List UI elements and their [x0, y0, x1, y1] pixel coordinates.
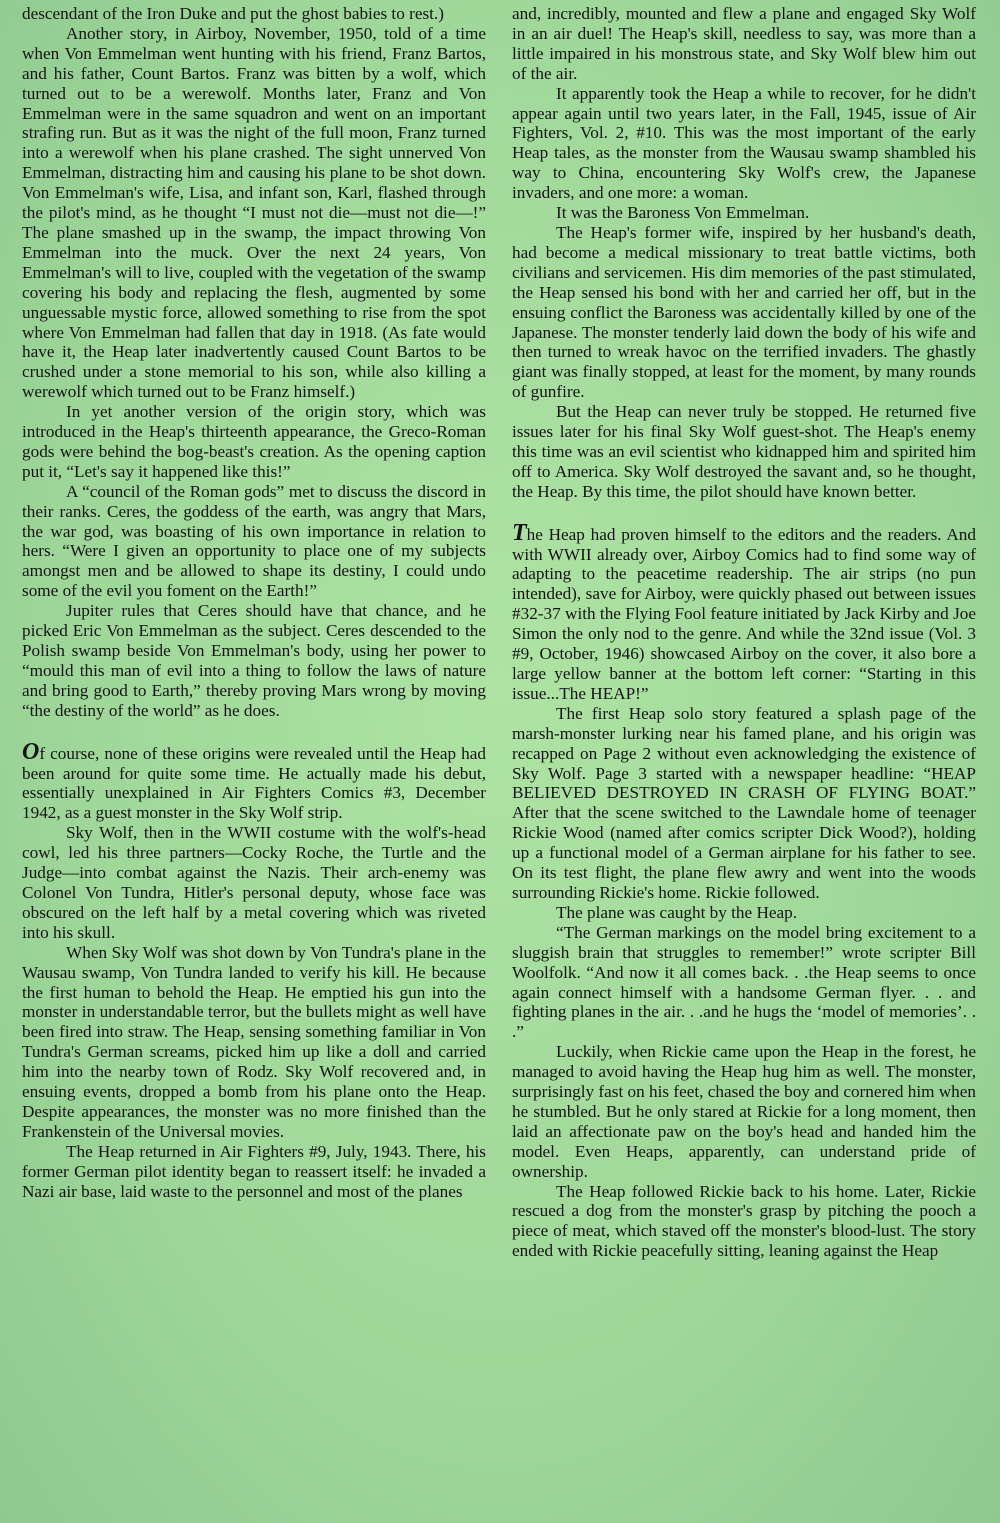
paragraph: When Sky Wolf was shot down by Von Tundra's plane in the Wausau swamp, Von Tundra landed to verify his kill. He because the first human to behold the Heap. He emptied his gun into the monster in understandable terror, but the bullets might as well have been fired into straw. The Heap, sensing something familiar in Von Tundra's German screams, picked him up like a doll and carried him into the nearby town of Rodz. Sky Wolf recovered and, in ensuing events, dropped a bomb from his plane onto the Heap. Despite appearances, the monster was no more finished than the Frankenstein of the Universal movies. — [22, 942, 486, 1141]
paragraph: It apparently took the Heap a while to recover, for he didn't appear again until two years later, in the Fall, 1945, issue of Air Fighters, Vol. 2, #10. This was the most important of the early Heap tales, as the monster from the Wausau swamp shambled his way to China, encountering Sky Wolf's crew, the Japanese invaders, and one more: a woman. — [512, 83, 976, 203]
paragraph: The plane was caught by the Heap. — [556, 902, 798, 922]
paragraph: A “council of the Roman gods” met to discuss the discord in their ranks. Ceres, the goddess of the earth, was angry that Mars, the war god, was boasting of his own importance in relation to hers. “Were I given an opportunity to place one of my subjects amongst men and be allowed to shape its destiny, I could undo some of the evil you foment on the Earth!” — [22, 481, 486, 601]
right-text-column — [512, 4, 976, 1261]
paragraph: Another story, in Airboy, November, 1950, told of a time when Von Emmelman went hunting with his friend, Franz Bartos, and his father, Count Bartos. Franz was bitten by a wolf, which turned out to be a werewolf. Months later, Franz and Von Emmelman were in the same squadron and went on an important strafing run. But as it was the night of the full moon, Franz turned into a werewolf when his plane crashed. The sight unnerved Von Emmelman, distracting him and causing his plane to be shot down. Von Emmelman's wife, Lisa, and infant son, Karl, flashed through the pilot's mind, as he thought “I must not die—must not die—!” The plane smashed up in the swamp, the impact throwing Von Emmelman into the muck. Over the next 24 years, Von Emmelman's will to live, coupled with the vegetation of the swamp covering his body and replacing the flesh, augmented by some unguessable mystic force, allowed something to rise from the spot where Von Emmelman had fallen that day in 1918. (As fate would have it, the Heap later inadvertently caused Count Bartos to be crushed under a stone memorial to his son, while also killing a werewolf which turned out to be Franz himself.) — [22, 23, 486, 402]
paragraph: In yet another version of the origin story, which was introduced in the Heap's thirteenth appearance, the Greco-Roman gods were behind the bog-beast's creation. As the opening caption put it, “Let's say it happened like this!” — [22, 402, 486, 481]
paragraph: The Heap followed Rickie back to his home. Later, Rickie rescued a dog from the monster's grasp by pitching the pooch a piece of meat, which staved off the monster's blood-lust. The story ended with Rickie peacefully sitting, leaning against the Heap — [512, 1181, 976, 1261]
section-opening-paragraph: The Heap had proven himself to the editors and the readers. And with WWII already over, Airboy Comics had to find some way of adapting to the peacetime readership. The air strips (no pun intended), save for Airboy, were quickly phased out between issues #32-37 with the Flying Fool feature initiated by Jack Kirby and Joe Simon the only nod to the genre. And while the 32nd issue (Vol. 3 #9, October, 1946) showcased Airboy on the cover, it also bore a large yellow banner at the bottom left corner: “Starting in this issue...The HEAP!” — [512, 519, 976, 703]
paragraph: Sky Wolf, then in the WWII costume with the wolf's-head cowl, led his three partners—Cocky Roche, the Turtle and the Judge—into combat against the Nazis. Their arch-enemy was Colonel Von Tundra, Hitler's personal deputy, whose face was obscured on the left half by a metal covering which was riveted into his skull. — [22, 823, 486, 942]
paragraph: descendant of the Iron Duke and put the ghost babies to rest.) — [22, 4, 444, 23]
paragraph: Jupiter rules that Ceres should have that chance, and he picked Eric Von Emmelman as the subject. Ceres descended to the Polish swamp beside Von Emmelman's body, using her power to “mould this man of evil into a thing to follow the laws of nature and bring good to Earth,” thereby proving Mars wrong by moving “the destiny of the world” as he does. — [22, 601, 486, 720]
paragraph: The first Heap solo story featured a splash page of the marsh-monster lurking near his famed plane, and his origin was recapped on Page 2 without even acknowledging the existence of Sky Wolf. Page 3 started with a newspaper headline: “HEAP BELIEVED DESTROYED IN CRASH OF FLYING BOAT.” After that the scene switched to the Lawndale home of teenager Rickie Wood (named after comics scripter Dick Wood?), holding up a functional model of a German airplane for his father to see. On its test flight, the plane flew awry and went into the woods surrounding Rickie's home. Rickie followed. — [512, 703, 976, 902]
paragraph: But the Heap can never truly be stopped. He returned five issues later for his final Sky Wolf guest-shot. The Heap's enemy this time was an evil scientist who kidnapped him and spirited him off to America. Sky Wolf destroyed the savant and, so he thought, the Heap. By this time, the pilot should have known better. — [512, 402, 976, 501]
paragraph: and, incredibly, mounted and flew a plane and engaged Sky Wolf in an air duel! The Heap's skill, needless to say, was more than a little impaired in his monstrous state, and Sky Wolf blew him out of the air. — [512, 4, 976, 83]
paragraph: Luckily, when Rickie came upon the Heap in the forest, he managed to avoid having the Heap hug him as well. The monster, surprisingly fast on his feet, chased the boy and cornered him when he stumbled. But he only stared at Rickie for a long moment, then laid an affectionate paw on the boy's head and handed him the model. Even Heaps, apparently, can understand pride of ownership. — [512, 1042, 976, 1181]
paragraph: The Heap's former wife, inspired by her husband's death, had become a medical missionary to treat battle victims, both civilians and servicemen. His dim memories of the past stimulated, the Heap sensed his bond with her and carried her off, but in the ensuing conflict the Baroness was accidentally killed by one of the Japanese. The monster tenderly laid down the body of his wife and then turned to wreak havoc on the terrified invaders. The ghastly giant was finally stopped, at least for the moment, by many rounds of gunfire. — [512, 222, 976, 402]
paragraph: The Heap returned in Air Fighters #9, July, 1943. There, his former German pilot identity began to reassert itself: he invaded a Nazi air base, laid waste to the personnel and most of the planes — [22, 1141, 486, 1201]
section-opening-paragraph: Of course, none of these origins were revealed until the Heap had been around for quite some time. He actually made his debut, essentially unexplained in Air Fighters Comics #3, December 1942, as a guest monster in the Sky Wolf strip. — [22, 738, 486, 823]
left-text-column — [22, 4, 486, 1201]
paragraph: “The German markings on the model bring excitement to a sluggish brain that struggles to remember!” wrote scripter Bill Woolfolk. “And now it all comes back. . .the Heap seems to once again connect himself with a handsome German flyer. . . and fighting planes in the air. . .and he hugs the ‘model of memories’. . .” — [512, 922, 976, 1042]
paragraph: It was the Baroness Von Emmelman. — [556, 203, 810, 223]
